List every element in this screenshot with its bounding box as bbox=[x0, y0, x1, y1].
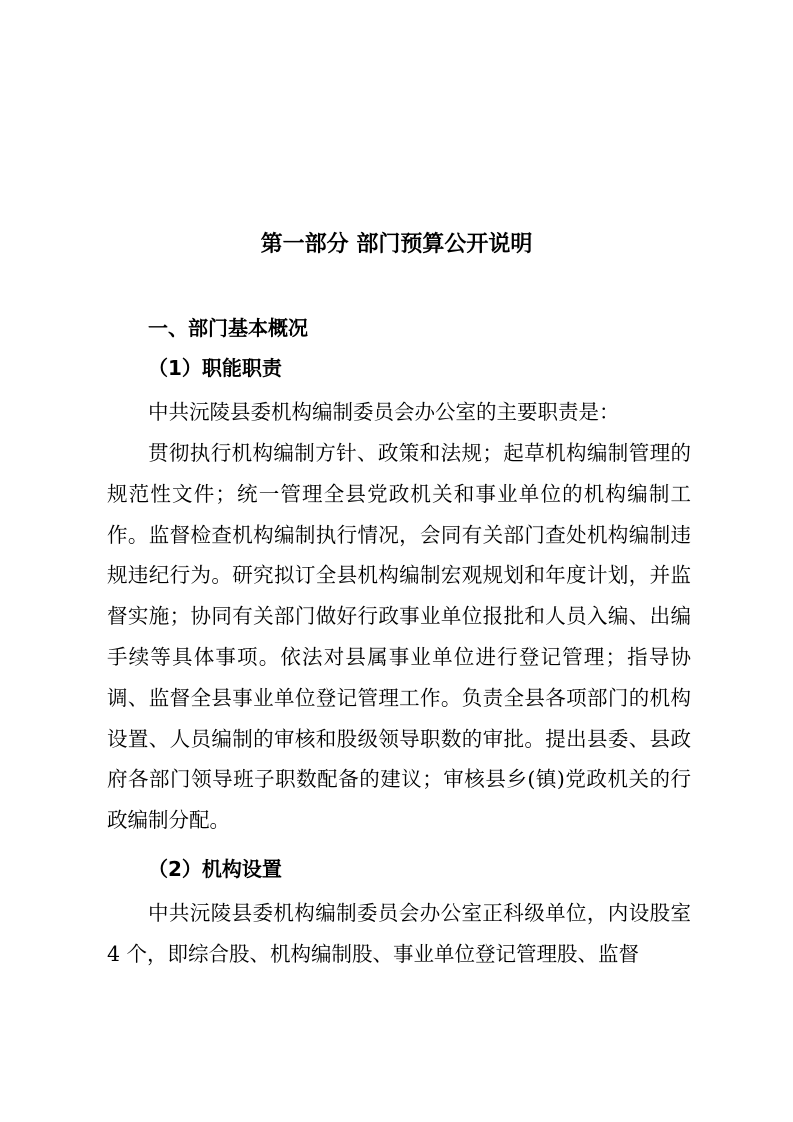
section-heading-basic-overview: 一、部门基本概况 bbox=[148, 316, 308, 340]
subsection-heading-organization: （2）机构设置 bbox=[148, 857, 282, 881]
duties-intro-paragraph: 中共沅陵县委机构编制委员会办公室的主要职责是： bbox=[148, 400, 620, 424]
document-title: 第一部分 部门预算公开说明 bbox=[260, 232, 533, 257]
organization-body-paragraph: 中共沅陵县委机构编制委员会办公室正科级单位，内设股室 4 个，即综合股、机构编制股、事业单位登记管理股、监督 bbox=[107, 901, 691, 966]
duties-body-paragraph: 贯彻执行机构编制方针、政策和法规；起草机构编制管理的规范性文件；统一管理全县党政机关和事业单位的机构编制工作。监督检查机构编制执行情况，会同有关部门查处机构编制违规违纪行为。研究拟订全县机构编制宏观规划和年度计划，并监督实施；协同有关部门做好行政事业单位报批和人员入编、出编手续等具体事项。依法对县属事业单位进行登记管理；指导协调、监督全县事业单位登记管理工作。负责全县各项部门的机构设置、人员编制的审核和股级领导职数的审批。提出县委、县政府各部门领导班子职数配备的建议；审核县乡(镇)党政机关的行政编制分配。 bbox=[107, 441, 691, 833]
subsection-heading-duties: （1）职能职责 bbox=[148, 356, 282, 380]
